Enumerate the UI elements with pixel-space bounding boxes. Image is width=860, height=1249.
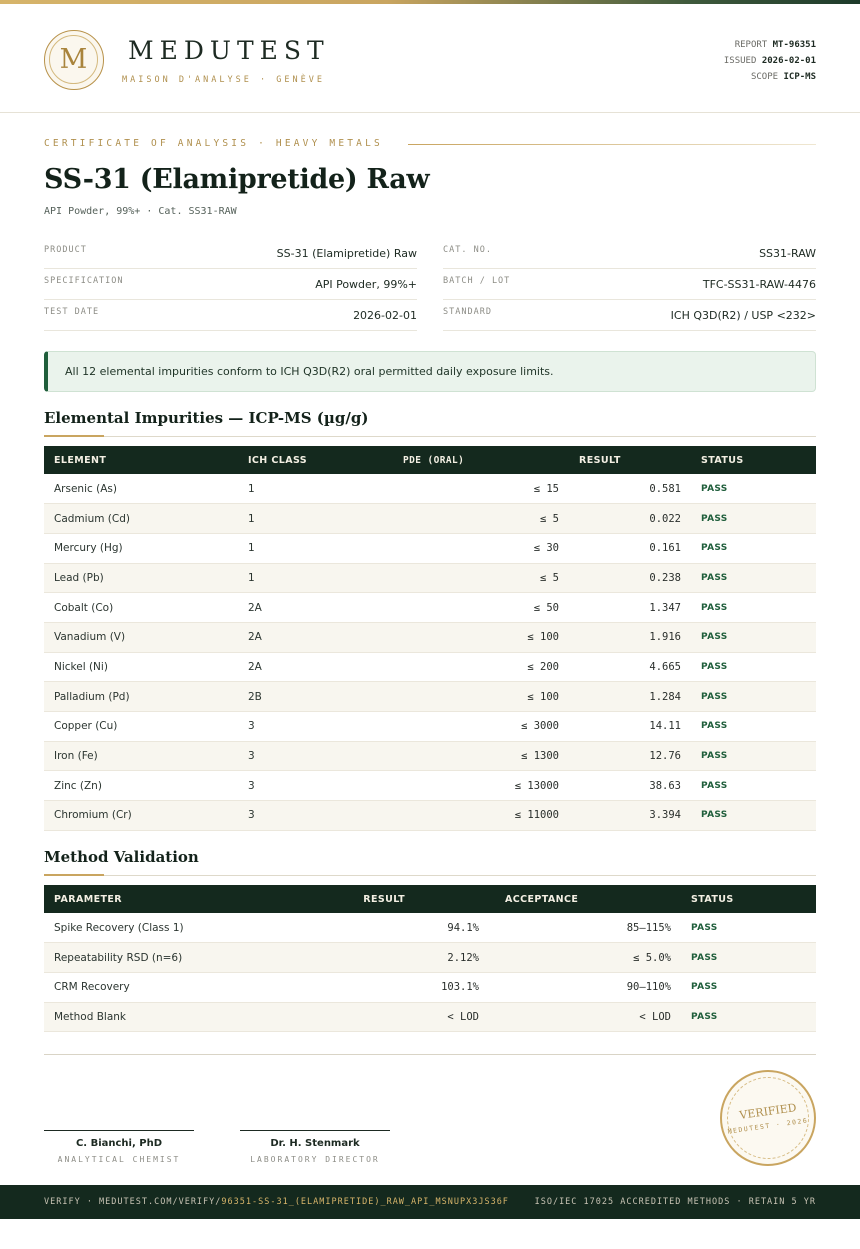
column-header: PDE (ORAL) — [393, 446, 569, 474]
status-badge: PASS — [691, 504, 816, 534]
ich-class: 3 — [238, 801, 393, 831]
issued-label: ISSUED — [723, 56, 757, 66]
ich-class: 1 — [238, 533, 393, 563]
column-header: PARAMETER — [44, 885, 344, 913]
table-row — [44, 972, 816, 1002]
result-value: 3.394 — [569, 801, 691, 831]
info-row — [443, 269, 816, 300]
signatory-role: LABORATORY DIRECTOR — [250, 1155, 380, 1164]
info-label: CAT. NO. — [443, 245, 492, 255]
ich-class: 2A — [238, 622, 393, 652]
status-badge: PASS — [691, 563, 816, 593]
info-row — [44, 300, 417, 331]
status-badge: PASS — [691, 533, 816, 563]
notice-text: All 12 elemental impurities conform to ICH Q3D(R2) oral permitted daily exposure limits. — [65, 365, 554, 378]
table-row — [44, 533, 816, 563]
signatory-role: ANALYTICAL CHEMIST — [57, 1155, 181, 1164]
info-value: API Powder, 99%+ — [315, 278, 417, 291]
pde-limit: ≤ 100 — [393, 682, 569, 712]
info-row — [44, 269, 417, 300]
pde-limit: ≤ 100 — [393, 622, 569, 652]
table-row — [44, 741, 816, 771]
document-kicker: CERTIFICATE OF ANALYSIS · HEAVY METALS — [44, 138, 383, 149]
pde-limit: ≤ 200 — [393, 652, 569, 682]
page-title: SS-31 (Elamipretide) Raw — [44, 164, 430, 195]
issued-date: 2026-02-01 — [761, 56, 816, 66]
table-row — [44, 801, 816, 831]
status-badge: PASS — [691, 801, 816, 831]
status-badge: PASS — [691, 593, 816, 623]
parameter-name: Spike Recovery (Class 1) — [44, 913, 344, 943]
section-accent — [44, 874, 104, 876]
table-row — [44, 1002, 816, 1032]
signature-divider — [44, 1054, 816, 1055]
element-name: Lead (Pb) — [44, 563, 238, 593]
signature-block — [44, 1130, 194, 1164]
info-label: SPECIFICATION — [44, 276, 124, 286]
signatory-name: C. Bianchi, PhD — [75, 1138, 163, 1149]
result-value: 14.11 — [569, 712, 691, 742]
parameter-name: Repeatability RSD (n=6) — [44, 943, 344, 973]
pde-limit: ≤ 5 — [393, 504, 569, 534]
ich-class: 2B — [238, 682, 393, 712]
section-divider — [44, 436, 816, 437]
acceptance-range: < LOD — [485, 1002, 681, 1032]
column-header: STATUS — [691, 446, 816, 474]
signature-block — [240, 1130, 390, 1164]
result-value: 103.1% — [344, 972, 485, 1002]
verify-prefix: VERIFY · MEDUTEST.COM/VERIFY/ — [44, 1197, 222, 1207]
column-header: ICH CLASS — [238, 446, 393, 474]
table-row — [44, 771, 816, 801]
info-label: TEST DATE — [44, 307, 100, 317]
ich-class: 1 — [238, 474, 393, 504]
info-label: BATCH / LOT — [443, 276, 511, 286]
scope-value: ICP-MS — [783, 72, 816, 82]
ich-class: 2A — [238, 593, 393, 623]
table-row — [44, 943, 816, 973]
ich-class: 2A — [238, 652, 393, 682]
status-badge: PASS — [681, 943, 816, 973]
section-divider — [44, 875, 816, 876]
status-badge: PASS — [691, 474, 816, 504]
conformance-notice — [44, 351, 816, 392]
section-accent — [44, 435, 104, 437]
result-value: 0.238 — [569, 563, 691, 593]
element-name: Zinc (Zn) — [44, 771, 238, 801]
element-name: Cadmium (Cd) — [44, 504, 238, 534]
acceptance-range: 90–110% — [485, 972, 681, 1002]
page-header — [0, 4, 860, 113]
status-badge: PASS — [691, 741, 816, 771]
status-badge: PASS — [681, 972, 816, 1002]
stamp-text: VERIFIED — [738, 1101, 798, 1122]
method-section-title: Method Validation — [44, 848, 199, 866]
info-value: SS31-RAW — [759, 247, 816, 260]
report-meta — [724, 37, 816, 85]
ich-class: 3 — [238, 771, 393, 801]
table-row — [44, 474, 816, 504]
info-value: 2026-02-01 — [353, 309, 417, 322]
acceptance-range: ≤ 5.0% — [485, 943, 681, 973]
table-row — [44, 682, 816, 712]
pde-limit: ≤ 50 — [393, 593, 569, 623]
element-name: Cobalt (Co) — [44, 593, 238, 623]
pde-limit: ≤ 15 — [393, 474, 569, 504]
info-label: PRODUCT — [44, 245, 87, 255]
pde-limit: ≤ 1300 — [393, 741, 569, 771]
product-info-left — [44, 238, 417, 331]
status-badge: PASS — [681, 1002, 816, 1032]
signatory-name: Dr. H. Stenmark — [270, 1138, 360, 1149]
column-header: ACCEPTANCE — [485, 885, 681, 913]
stamp-subtext: MEDUTEST · 2026 — [727, 1116, 809, 1136]
ich-class: 3 — [238, 741, 393, 771]
report-label: REPORT — [734, 40, 768, 50]
column-header: RESULT — [569, 446, 691, 474]
brand-name: MEDUTEST — [128, 36, 330, 65]
table-header-row — [44, 885, 816, 913]
info-label: STANDARD — [443, 307, 492, 317]
verified-stamp — [720, 1070, 816, 1166]
result-value: 4.665 — [569, 652, 691, 682]
info-value: TFC-SS31-RAW-4476 — [702, 278, 816, 291]
element-name: Copper (Cu) — [44, 712, 238, 742]
page-footer — [0, 1185, 860, 1219]
table-row — [44, 593, 816, 623]
info-value: SS-31 (Elamipretide) Raw — [276, 247, 417, 260]
table-row — [44, 913, 816, 943]
info-row — [443, 300, 816, 331]
pde-limit: ≤ 13000 — [393, 771, 569, 801]
pde-limit: ≤ 3000 — [393, 712, 569, 742]
accreditation-note: ISO/IEC 17025 ACCREDITED METHODS · RETAIN 5 YR — [534, 1197, 816, 1207]
status-badge: PASS — [681, 913, 816, 943]
result-value: 1.916 — [569, 622, 691, 652]
verify-link[interactable] — [44, 1197, 509, 1207]
verify-code: 96351-SS-31_(ELAMIPRETIDE)_RAW_API_MSNUPX3JS36F — [221, 1197, 509, 1207]
column-header: RESULT — [344, 885, 485, 913]
element-name: Mercury (Hg) — [44, 533, 238, 563]
result-value: < LOD — [344, 1002, 485, 1032]
status-badge: PASS — [691, 682, 816, 712]
column-header: STATUS — [681, 885, 816, 913]
product-info-right — [443, 238, 816, 331]
pde-limit: ≤ 30 — [393, 533, 569, 563]
element-name: Chromium (Cr) — [44, 801, 238, 831]
brand-logo — [44, 30, 104, 90]
report-number: MT-96351 — [772, 40, 816, 50]
status-badge: PASS — [691, 771, 816, 801]
logo-letter: M — [49, 35, 98, 84]
table-row — [44, 504, 816, 534]
brand-tagline: MAISON D'ANALYSE · GENÈVE — [122, 75, 325, 85]
status-badge: PASS — [691, 712, 816, 742]
column-header: ELEMENT — [44, 446, 238, 474]
result-value: 0.022 — [569, 504, 691, 534]
elements-section-title: Elemental Impurities — ICP-MS (µg/g) — [44, 409, 369, 427]
parameter-name: Method Blank — [44, 1002, 344, 1032]
elemental-impurities-table — [44, 446, 816, 831]
pde-limit: ≤ 11000 — [393, 801, 569, 831]
result-value: 1.347 — [569, 593, 691, 623]
result-value: 38.63 — [569, 771, 691, 801]
acceptance-range: 85–115% — [485, 913, 681, 943]
element-name: Arsenic (As) — [44, 474, 238, 504]
table-row — [44, 712, 816, 742]
kicker-divider — [408, 144, 816, 145]
result-value: 0.161 — [569, 533, 691, 563]
element-name: Nickel (Ni) — [44, 652, 238, 682]
ich-class: 1 — [238, 563, 393, 593]
status-badge: PASS — [691, 652, 816, 682]
method-validation-table — [44, 885, 816, 1032]
result-value: 12.76 — [569, 741, 691, 771]
parameter-name: CRM Recovery — [44, 972, 344, 1002]
signature-line — [240, 1130, 390, 1131]
element-name: Vanadium (V) — [44, 622, 238, 652]
info-row — [44, 238, 417, 269]
ich-class: 1 — [238, 504, 393, 534]
element-name: Iron (Fe) — [44, 741, 238, 771]
result-value: 0.581 — [569, 474, 691, 504]
table-row — [44, 652, 816, 682]
ich-class: 3 — [238, 712, 393, 742]
table-row — [44, 622, 816, 652]
info-value: ICH Q3D(R2) / USP <232> — [670, 309, 816, 322]
page-subtitle: API Powder, 99%+ · Cat. SS31-RAW — [44, 206, 237, 217]
result-value: 2.12% — [344, 943, 485, 973]
info-row — [443, 238, 816, 269]
table-header-row — [44, 446, 816, 474]
element-name: Palladium (Pd) — [44, 682, 238, 712]
table-row — [44, 563, 816, 593]
pde-limit: ≤ 5 — [393, 563, 569, 593]
scope-label: SCOPE — [750, 72, 779, 82]
signature-line — [44, 1130, 194, 1131]
status-badge: PASS — [691, 622, 816, 652]
result-value: 94.1% — [344, 913, 485, 943]
result-value: 1.284 — [569, 682, 691, 712]
